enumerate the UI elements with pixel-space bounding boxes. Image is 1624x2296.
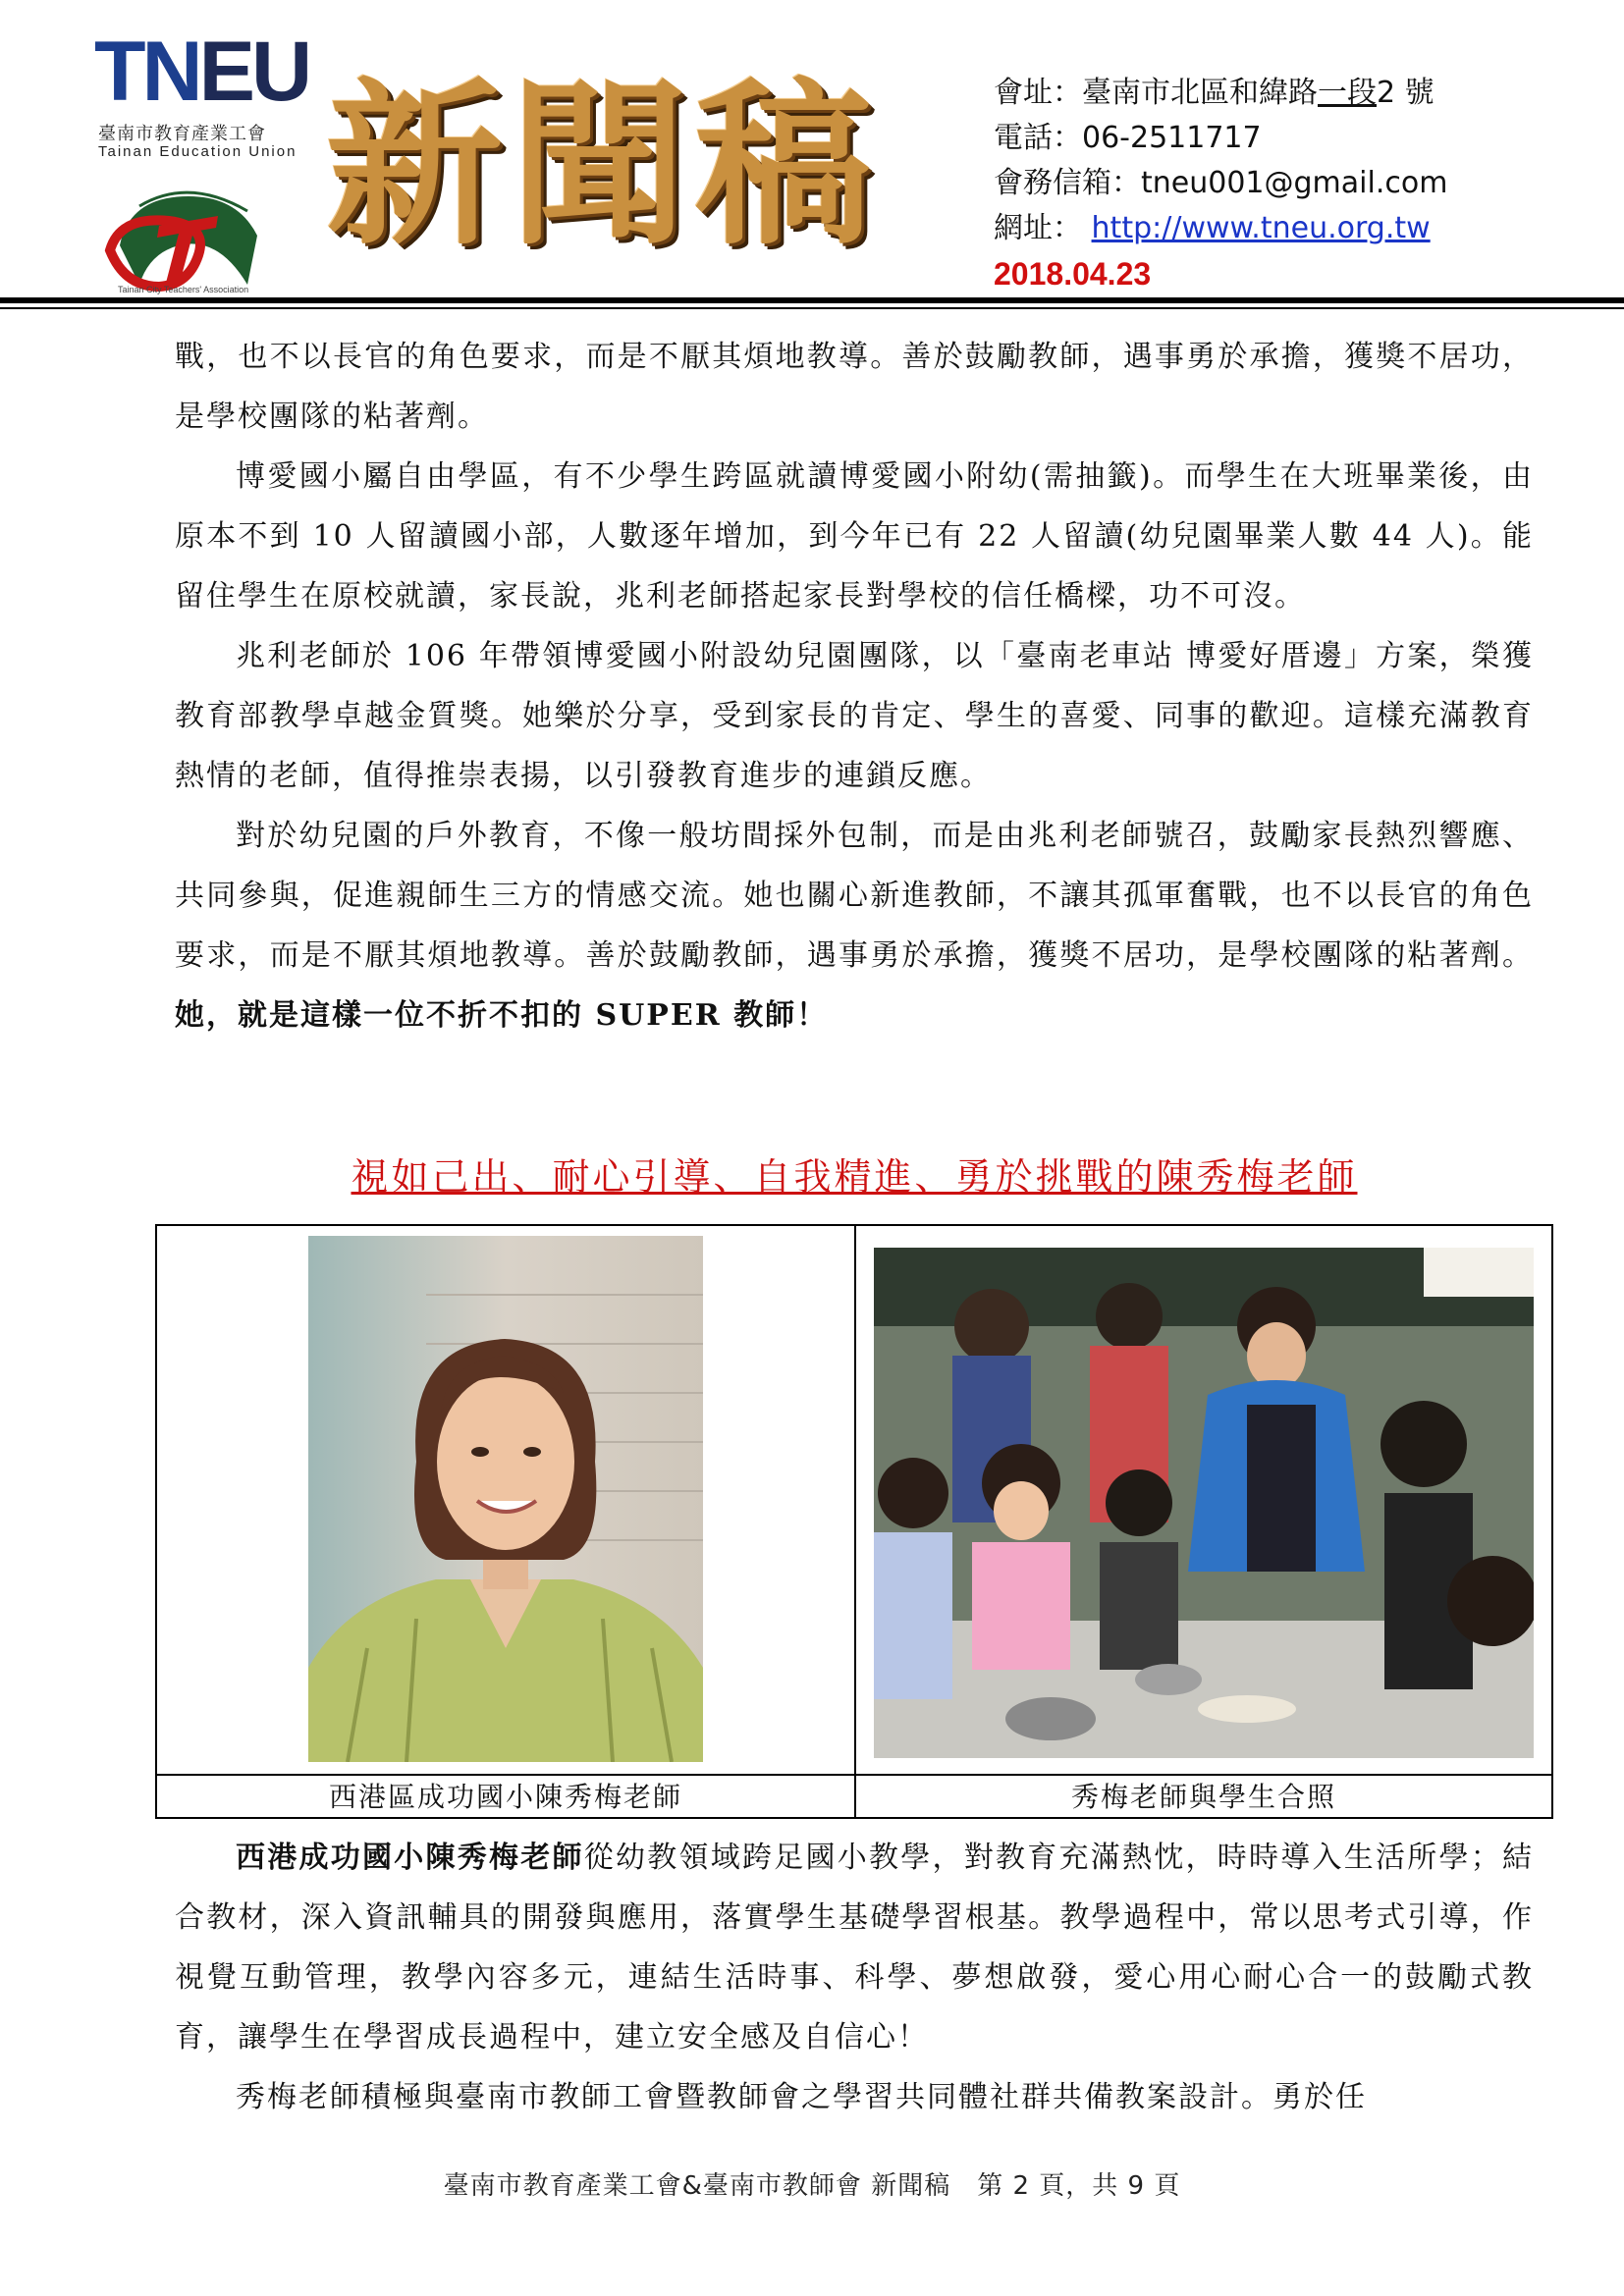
phone-row: 電話：06-2511717	[994, 121, 1262, 155]
teachers-association-emblem-icon	[100, 177, 277, 294]
teacher-portrait-photo	[308, 1236, 703, 1762]
paragraph: 兆利老師於 106 年帶領博愛國小附設幼兒園團隊，以「臺南老車站 博愛好厝邊」方案，榮獲教育部教學卓越金質獎。她樂於分享，受到家長的肯定、學生的喜愛、同事的歡迎。這樣充滿教育熱情的老師，值得推崇表揚，以引發教育進步的連鎖反應。	[175, 639, 1534, 793]
email-row: 會務信箱：tneu001@gmail.com	[994, 166, 1448, 200]
article-body	[175, 327, 1534, 1045]
photo-caption: 西港區成功國小陳秀梅老師	[157, 1776, 856, 1819]
photo-caption: 秀梅老師與學生合照	[1070, 1781, 1336, 1813]
logo-chinese-name: 臺南市教育產業工會	[98, 124, 266, 144]
teacher-with-students-photo	[874, 1248, 1534, 1758]
date-row	[994, 251, 1447, 296]
paragraph: 對於幼兒園的戶外教育，不像一般坊間採外包制，而是由兆利老師號召，鼓勵家長熱烈響應、共同參與，促進親師生三方的情感交流。她也關心新進教師，不讓其孤軍奮戰，也不以長官的角色要求，而是不厭其煩地教導。善於鼓勵教師，遇事勇於承擔，獲獎不居功，是學校團隊的粘著劑。她，就是這樣一位不折不扣的 SUPER 教師！	[175, 819, 1534, 1033]
paragraph: 西港成功國小陳秀梅老師從幼教領域跨足國小教學，對教育充滿熱忱，時時導入生活所學；結合教材，深入資訊輔具的開發與應用，落實學生基礎學習根基。教學過程中，常以思考式引導，作視覺互動管理，教學內容多元，連結生活時事、科學、夢想啟發，愛心用心耐心合一的鼓勵式教育，讓學生在學習成長過程中，建立安全感及自信心！	[175, 1841, 1534, 2055]
page-footer: 臺南市教育產業工會&臺南市教師會 新聞稿 第 2 頁，共 9 頁	[443, 2171, 1181, 2201]
teacher-name-highlight: 西港成功國小陳秀梅老師	[236, 1841, 584, 1875]
photo-table	[155, 1224, 1553, 1819]
website-row: 網址： http://www.tneu.org.tw	[994, 211, 1431, 245]
header-divider-thin	[0, 307, 1624, 309]
tneu-logo-text: TNEU	[94, 25, 309, 119]
photo-cell-class	[856, 1226, 1551, 1774]
paragraph: 戰，也不以長官的角色要求，而是不厭其煩地教導。善於鼓勵教師，遇事勇於承擔，獲獎不居功，是學校團隊的粘著劑。	[175, 340, 1534, 434]
press-release-title: 新聞稿	[326, 64, 881, 269]
paragraph: 秀梅老師積極與臺南市教師工會暨教師會之學習共同體社群共備教案設計。勇於任	[236, 2080, 1367, 2114]
contact-info	[994, 71, 1447, 296]
header-divider-thick	[0, 297, 1624, 303]
section-heading: 視如己出、耐心引導、自我精進、勇於挑戰的陳秀梅老師	[351, 1155, 1358, 1199]
logo-english-name: Tainan Education Union	[98, 143, 298, 160]
website-link[interactable]: http://www.tneu.org.tw	[1091, 211, 1431, 245]
emblem-caption: Tainan City Teachers' Association	[118, 285, 249, 294]
article-body-continued	[175, 1828, 1534, 2127]
photo-caption-row	[157, 1774, 1551, 1819]
closing-statement: 她，就是這樣一位不折不扣的 SUPER 教師！	[175, 998, 829, 1033]
paragraph: 博愛國小屬自由學區，有不少學生跨區就讀博愛國小附幼(需抽籤)。而學生在大班畢業後，由原本不到 10 人留讀國小部，人數逐年增加，到今年已有 22 人留讀(幼兒園畢業人數 44 人)。能留住學生在原校就讀，家長說，兆利老師搭起家長對學校的信任橋樑，功不可沒。	[175, 459, 1534, 614]
photo-cell-portrait	[157, 1226, 856, 1774]
union-logo	[94, 25, 310, 294]
address-row: 會址：臺南市北區和緯路一段2 號	[994, 76, 1435, 110]
page-header	[0, 0, 1624, 309]
release-date: 2018.04.23	[994, 256, 1152, 292]
